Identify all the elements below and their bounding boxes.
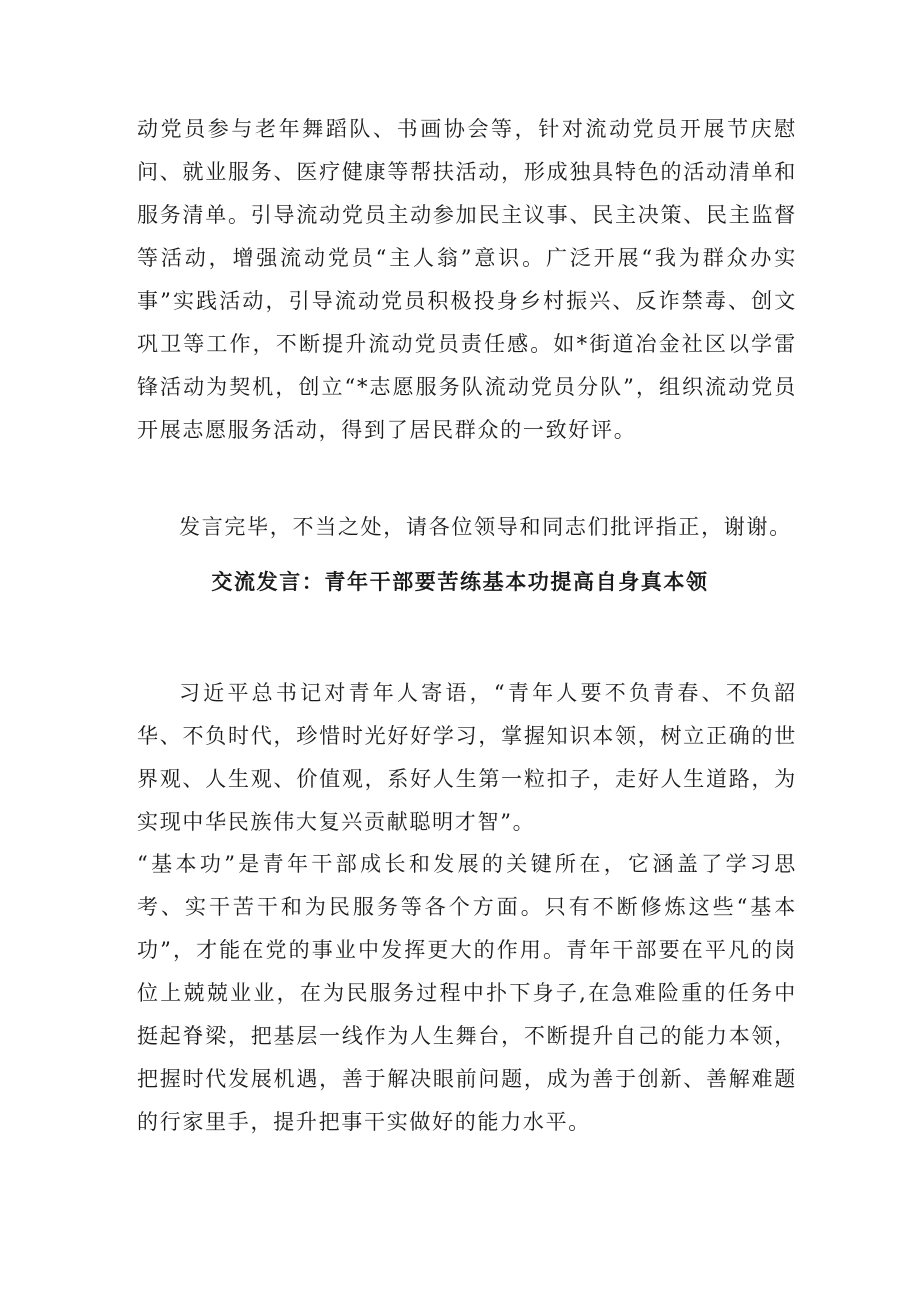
body-paragraph-quote: 习近平总书记对青年人寄语，“青年人要不负青春、不负韶华、不负时代，珍惜时光好好学习，掌握知识本领，树立正确的世界观、人生观、价值观，系好人生第一粒扣子，走好人生道路，为实现中华民族伟大复兴贡献聪明才智”。: [137, 681, 797, 834]
closing-remark: 发言完毕，不当之处，请各位领导和同志们批评指正，谢谢。: [179, 515, 792, 539]
body-paragraph-continued: 动党员参与老年舞蹈队、书画协会等，针对流动党员开展节庆慰问、就业服务、医疗健康等帮扶活动，形成独具特色的活动清单和服务清单。引导流动党员主动参加民主议事、民主决策、民主监督等活动，增强流动党员“主人翁”意识。广泛开展“我为群众办实事”实践活动，引导流动党员积极投身乡村振兴、反诈禁毒、创文巩卫等工作，不断提升流动党员责任感。如*街道冶金社区以学雷锋活动为契机，创立“*志愿服务队流动党员分队”，组织流动党员开展志愿服务活动，得到了居民群众的一致好评。: [137, 117, 797, 442]
section-title: 交流发言：青年干部要苦练基本功提高自身真本领: [211, 569, 709, 594]
body-paragraph-basics: “基本功”是青年干部成长和发展的关键所在，它涵盖了学习思考、实干苦干和为民服务等各个方面。只有不断修炼这些“基本功”，才能在党的事业中发挥更大的作用。青年干部要在平凡的岗位上兢兢业业，在为民服务过程中扑下身子,在急难险重的任务中挺起脊梁，把基层一线作为人生舞台，不断提升自己的能力本领，把握时代发展机遇，善于解决眼前问题，成为善于创新、善解难题的行家里手，提升把事干实做好的能力水平。: [137, 852, 797, 1134]
